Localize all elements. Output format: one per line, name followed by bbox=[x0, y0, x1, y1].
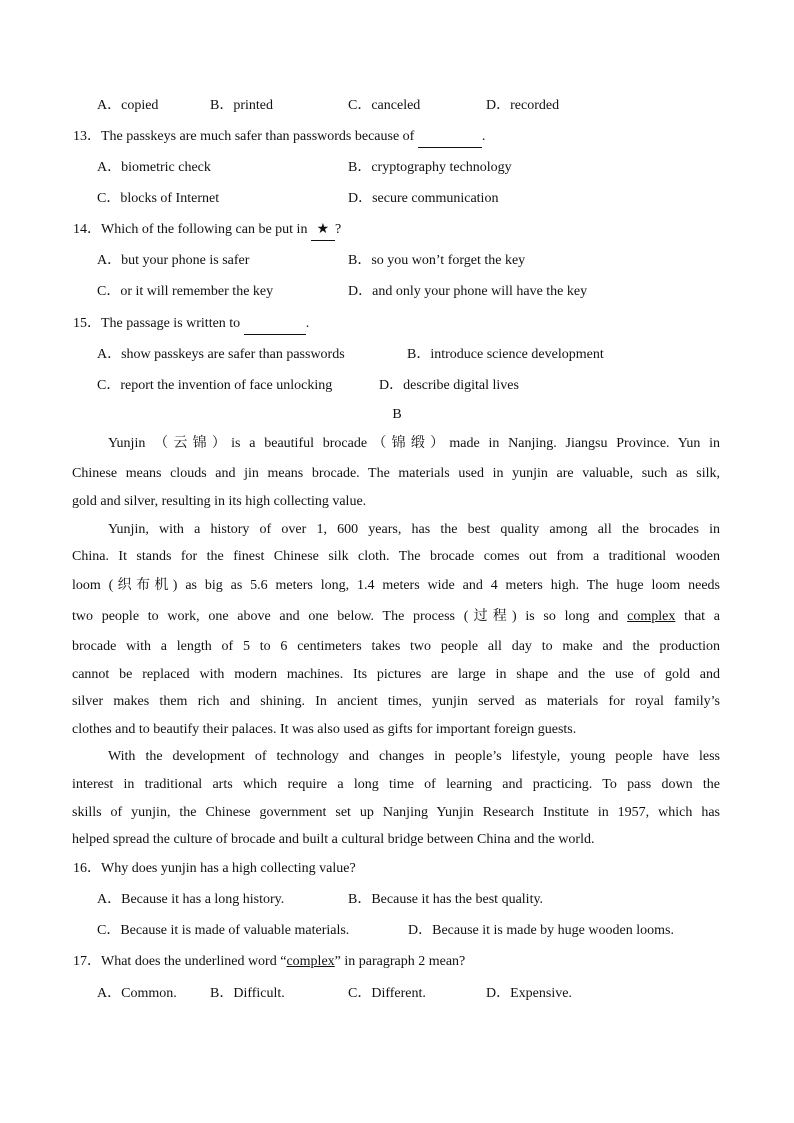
q15-stem-end: . bbox=[305, 316, 310, 331]
paragraph-3-line-3: skills of yunjin, the Chinese government set up Nanjing Yunjin Research Institute in 1957, which has bbox=[72, 805, 720, 820]
paragraph-2-line-1: Yunjin, with a history of over 1, 600 years, has the best quality among all the brocades in bbox=[108, 522, 720, 537]
section-label: B bbox=[392, 407, 402, 422]
q12-option-a: A．copied bbox=[97, 98, 159, 113]
q13-option-b: B．cryptography technology bbox=[348, 160, 512, 175]
q14-stem bbox=[73, 220, 341, 241]
paragraph-2-line-7: silver makes them rich and shining. In ancient times, yunjin served as materials for royal family’s bbox=[72, 694, 720, 709]
q13-stem-text: 13．The passkeys are much safer than passwords because of bbox=[73, 129, 415, 144]
paragraph-2-line-6: cannot be replaced with modern machines. Its pictures are large in shape and the use of gold and bbox=[72, 667, 720, 682]
q17-stem-before: 17．What does the underlined word “ bbox=[73, 954, 287, 969]
q15-option-a: A．show passkeys are safer than passwords bbox=[97, 347, 345, 362]
q16-option-b: B．Because it has the best quality. bbox=[348, 892, 544, 907]
paragraph-2-line-2: China. It stands for the finest Chinese silk cloth. The brocade comes out from a traditional wooden bbox=[72, 549, 720, 564]
star-icon: ★ bbox=[316, 222, 330, 237]
q14-option-b: B．so you won’t forget the key bbox=[348, 253, 526, 268]
q13-option-c: C．blocks of Internet bbox=[97, 191, 220, 206]
q17-option-b: B．Difficult. bbox=[210, 986, 285, 1001]
q13-blank bbox=[418, 127, 482, 148]
q17-stem-after: ” in paragraph 2 mean? bbox=[334, 954, 466, 969]
q16-option-a: A．Because it has a long history. bbox=[97, 892, 285, 907]
paragraph-3-line-1: With the development of technology and changes in people’s lifestyle, young people have less bbox=[108, 749, 720, 764]
q16-option-c: C．Because it is made of valuable materials. bbox=[97, 923, 350, 938]
q14-option-d: D．and only your phone will have the key bbox=[348, 284, 588, 299]
q14-stem-end: ? bbox=[334, 222, 342, 237]
paragraph-1-line-1: Yunjin （云锦）is a beautiful brocade（锦缎）made in Nanjing. Jiangsu Province. Yun in bbox=[108, 436, 720, 451]
q16-stem: 16．Why does yunjin has a high collecting value? bbox=[73, 861, 356, 876]
q15-option-d: D．describe digital lives bbox=[379, 378, 519, 393]
paragraph-1-line-3: gold and silver, resulting in its high collecting value. bbox=[72, 494, 367, 509]
q13-stem bbox=[73, 127, 485, 148]
q15-option-b: B．introduce science development bbox=[407, 347, 604, 362]
paragraph-1-line-2: Chinese means clouds and jin means brocade. The materials used in yunjin are valuable, such as silk, bbox=[72, 466, 720, 481]
q12-option-d: D．recorded bbox=[486, 98, 560, 113]
q12-option-c: C．canceled bbox=[348, 98, 421, 113]
underlined-word-complex: complex bbox=[627, 609, 676, 624]
q17-option-d: D．Expensive. bbox=[486, 986, 572, 1001]
paragraph-2-line-8: clothes and to beautify their palaces. It was also used as gifts for important foreign guests. bbox=[72, 722, 577, 737]
paragraph-2-line-4 bbox=[72, 607, 720, 627]
q15-stem-text: 15．The passage is written to bbox=[73, 316, 241, 331]
q13-stem-end: . bbox=[481, 129, 486, 144]
paragraph-3-line-2: interest in traditional arts which require a long time of learning and practicing. To pass down the bbox=[72, 777, 720, 792]
q14-stem-text: 14．Which of the following can be put in bbox=[73, 222, 308, 237]
q17-stem bbox=[73, 952, 465, 972]
paragraph-3-line-4: helped spread the culture of brocade and built a cultural bridge between China and the world. bbox=[72, 832, 595, 847]
paragraph-2-line-5: brocade with a length of 5 to 6 centimeters takes two people all day to make and the production bbox=[72, 639, 720, 654]
paragraph-2-line-4-text: two people to work, one above and one below. The process (过程) is so long and bbox=[72, 609, 619, 624]
q17-underlined-word: complex bbox=[286, 954, 335, 969]
q17-option-c: C．Different. bbox=[348, 986, 426, 1001]
paragraph-2-line-3: loom (织布机) as big as 5.6 meters long, 1.4 meters wide and 4 meters high. The huge loom needs bbox=[72, 578, 720, 593]
q13-option-a: A．biometric check bbox=[97, 160, 211, 175]
q15-option-c: C．report the invention of face unlocking bbox=[97, 378, 333, 393]
q14-option-c: C．or it will remember the key bbox=[97, 284, 274, 299]
star-blank bbox=[311, 220, 335, 241]
q15-stem bbox=[73, 314, 309, 335]
q16-option-d: D．Because it is made by huge wooden looms. bbox=[408, 923, 674, 938]
q17-option-a: A．Common. bbox=[97, 986, 177, 1001]
q12-option-b: B．printed bbox=[210, 98, 273, 113]
q14-option-a: A．but your phone is safer bbox=[97, 253, 250, 268]
q15-blank bbox=[244, 314, 306, 335]
paragraph-2-line-4-end: that a bbox=[684, 609, 720, 624]
q13-option-d: D．secure communication bbox=[348, 191, 499, 206]
